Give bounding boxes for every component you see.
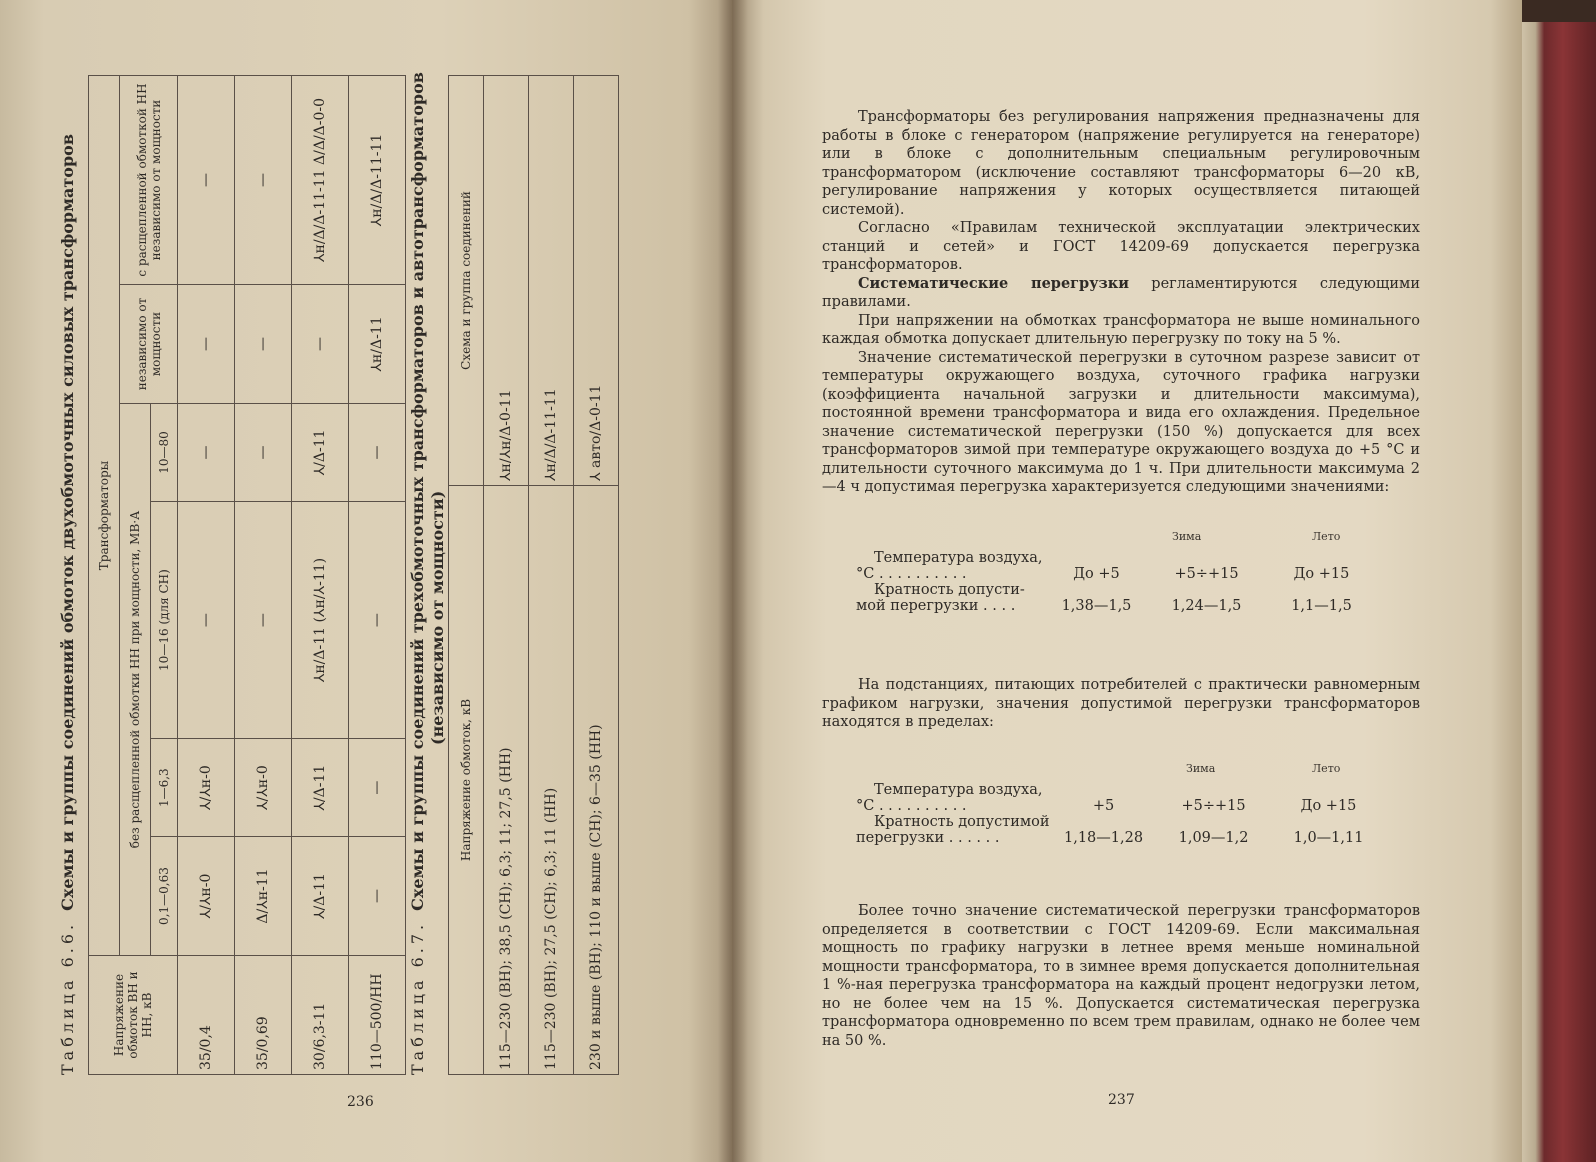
table-row [349,76,406,1075]
t2-value: 1,09—1,2 [1178,830,1249,846]
t66-cell: ⅄/Δ-11 [292,739,349,837]
right-text-block-2 [822,676,1420,732]
table-row [235,76,292,1075]
t1-label: °С . . . . . . . . . . [856,566,967,582]
t1-h-summer: Лето [1312,530,1341,543]
t66-h-p2: 1—6,3 [151,739,178,837]
page-number-left: 236 [347,1094,374,1110]
table-6-6 [88,75,406,1075]
t67-cell: 115—230 (ВН); 38,5 (СН); 6,3; 11; 27,5 (НН) [484,486,529,1075]
t1-value: До +5 [1073,566,1120,582]
t1-h-winter: Зима [1172,530,1202,543]
t67-cell: 115—230 (ВН); 27,5 (СН); 6,3; 11 (НН) [529,486,574,1075]
t66-h-transformers: Трансформаторы [89,76,120,956]
overload-table-2 [852,782,1384,846]
paragraph: Согласно «Правилам технической эксплуатации электрических станций и сетей» и ГОСТ 14209-69 допускается перегрузка трансформаторов. [822,220,1420,273]
t66-cell: — [349,837,406,956]
t66-cell: — [349,501,406,738]
t1-label: Кратность допусти- [874,582,1025,598]
table-6-7 [448,75,619,1075]
t66-cell: ⅄н/Δ-11 [349,285,406,404]
book-cover-edge [1522,22,1596,1162]
t66-h-p3: 10—16 (для СН) [151,501,178,738]
t1-value: 1,38—1,5 [1061,598,1132,614]
paragraph: Более точно значение систематической перегрузки трансформаторов определяется в соответствии с ГОСТ 14209-69. Если максимальная мощность по графику нагрузки в летнее время меньше номинальной мощности трансформатора, то в зимнее время допускается дополнительная 1 %-ная перегрузка трансформатора на каждый процент недогрузки летом, но не более чем на 15 %. Допускается систематическая перегрузка трансформатора одновременно по всем трем правилам, однако не более чем на 50 %. [822,903,1420,1049]
t67-cell: 230 и выше (ВН); 110 и выше (СН); 6—35 (НН) [574,486,619,1075]
bold-term: Систематические перегрузки [858,274,1129,292]
t1-label: мой перегрузки . . . . [856,598,1016,614]
t66-cell: ⅄/⅄н-0 [235,739,292,837]
right-text-block-1 [822,108,1420,497]
page-number-right: 237 [1108,1092,1135,1108]
t67-h-scheme: Схема и группа соединений [449,76,484,486]
paragraph-rest: регламентируются следующими правилами. [822,275,1420,310]
t1-value: +5÷+15 [1174,566,1239,582]
t66-cell: Δ/⅄н-11 [235,837,292,956]
t1-value: 1,24—1,5 [1171,598,1242,614]
t66-cell: ⅄/Δ-11 [292,837,349,956]
t66-h-p4: 10—80 [151,404,178,502]
t66-cell: 110—500/НН [349,956,406,1075]
table-6-6-caption [58,134,77,1075]
t66-cell: — [349,404,406,502]
table-6-7-label: Таблица 6.7. [408,920,427,1075]
t66-cell: ⅄/Δ-11 [292,404,349,502]
t67-cell: ⅄ авто/Δ-0-11 [574,76,619,486]
t2-value: 1,0—1,11 [1293,830,1364,846]
t66-h-split2: с расщепленной обмоткой НН независимо от мощности [120,76,178,285]
book-gutter [718,0,748,1162]
t2-label: Температура воздуха, [874,782,1043,798]
paragraph: Значение систематической перегрузки в суточном разрезе зависит от температуры окружающего воздуха, суточного графика нагрузки (коэффициента начальной загрузки и длительности максимума), постоянной времени трансформатора и вида его охлаждения. Предельное значение систематической перегрузки (150 %) допускается для всех трансформаторов зимой при температуре окружающего воздуха до +5 °С и длительности суточного максимума до 1 ч. При длительности максимума 2—4 ч допустимая перегрузка характеризуется следующими значениями: [822,349,1420,495]
t1-label: Температура воздуха, [874,550,1043,566]
t66-cell: ⅄н/Δ-11 (⅄н/⅄-11) [292,501,349,738]
table-6-7-subtitle: (независимо от мощности) [428,490,447,745]
table-6-6-title: Схемы и группы соединений обмоток двухобмоточных силовых трансформаторов [58,134,77,911]
table-row [529,76,574,1075]
t66-cell: — [292,285,349,404]
t67-h-voltage: Напряжение обмоток, кВ [449,486,484,1075]
table-6-7-caption [408,72,427,1075]
t2-h-summer: Лето [1312,762,1341,775]
t2-value: До +15 [1300,798,1357,814]
t66-h-indep: независимо от мощности [120,285,178,404]
t66-cell: — [235,285,292,404]
t2-value: +5 [1092,798,1115,814]
overload-table-1 [852,550,1377,614]
paragraph: При напряжении на обмотках трансформатора не выше номинального каждая обмотка допускает длительную перегрузку по току на 5 %. [822,312,1420,347]
t2-label: Кратность допустимой [874,814,1050,830]
t66-cell: 35/0,4 [178,956,235,1075]
t66-cell: — [178,404,235,502]
t2-label: перегрузки . . . . . . [856,830,1000,846]
t66-cell: — [349,739,406,837]
t66-cell: ⅄н/Δ/Δ-11-11 Δ/Δ/Δ-0-0 [292,76,349,285]
t66-h-voltage: Напряжение обмоток ВН и НН, кВ [89,956,178,1075]
t2-h-winter: Зима [1186,762,1216,775]
table-6-7-title: Схемы и группы соединений трехобмоточных трансформаторов и автотрансформаторов [408,72,427,911]
t66-cell: — [178,501,235,738]
t66-cell: 35/0,69 [235,956,292,1075]
t66-cell: — [235,501,292,738]
paragraph: Трансформаторы без регулирования напряжения предназначены для работы в блоке с генератором (напряжение регулируется на генераторе) или в блоке с дополнительным специальным регулировочным трансформатором (исключение составляют трансформаторы 6—20 кВ, регулирование напряжения у которых осуществляется питающей системой). [822,109,1420,218]
t2-value: +5÷+15 [1181,798,1246,814]
table-row [484,76,529,1075]
paragraph: На подстанциях, питающих потребителей с практически равномерным графиком нагрузки, значения допустимой перегрузки трансформаторов находятся в пределах: [822,677,1420,730]
right-text-block-3 [822,902,1420,1050]
table-row [574,76,619,1075]
t66-h-split: без расщепленной обмотки НН при мощности, МВ·А [120,404,151,956]
paragraph [822,275,1420,312]
t67-cell: ⅄н/Δ/Δ-11-11 [529,76,574,486]
t66-h-p1: 0,1—0,63 [151,837,178,956]
table-6-6-label: Таблица 6.6. [58,920,77,1075]
t67-cell: ⅄н/⅄н/Δ-0-11 [484,76,529,486]
t66-cell: ⅄н/Δ/Δ-11-11 [349,76,406,285]
t1-value: 1,1—1,5 [1291,598,1352,614]
t66-cell: ⅄/⅄н-0 [178,739,235,837]
table-row [178,76,235,1075]
t66-cell: — [178,76,235,285]
t66-cell: — [235,76,292,285]
t66-cell: ⅄/⅄н-0 [178,837,235,956]
t2-value: 1,18—1,28 [1064,830,1144,846]
t1-value: До +15 [1293,566,1350,582]
t66-cell: 30/6,3-11 [292,956,349,1075]
left-page-rotated-content [0,72,650,1075]
table-row [292,76,349,1075]
t66-cell: — [178,285,235,404]
t2-label: °С . . . . . . . . . . [856,798,967,814]
t66-cell: — [235,404,292,502]
